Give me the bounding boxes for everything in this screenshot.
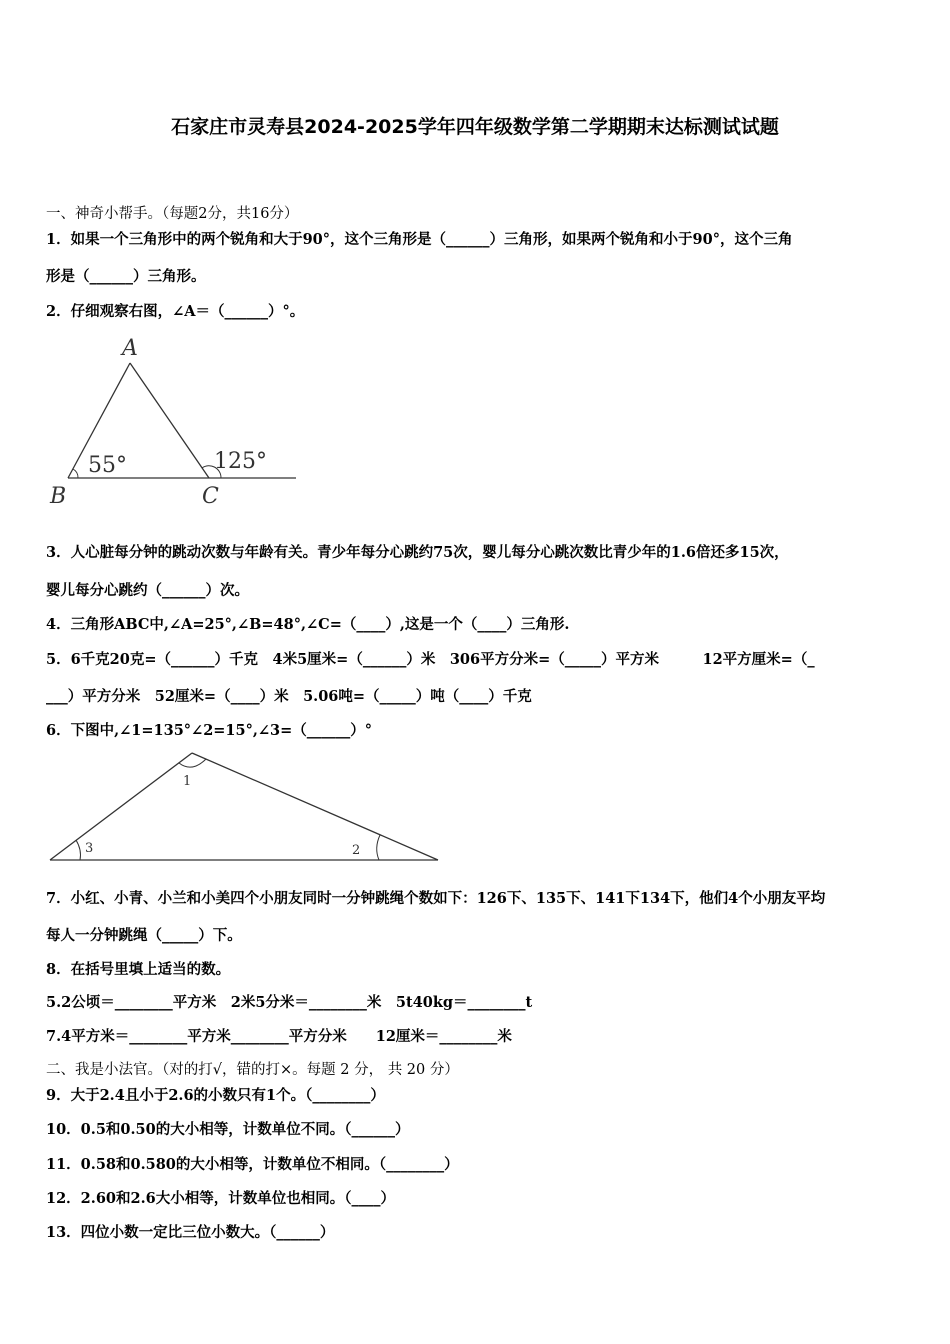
question-3-line-1: 3．人心脏每分钟的跳动次数与年龄有关。青少年每分心跳约75次，婴儿每分心跳次数比青少年的1.6倍还多15次， bbox=[46, 544, 789, 561]
question-5-line-1: 5．6千克20克=（______）千克 4米5厘米=（______）米 306平方分米=（_____）平方米 12平方厘米=（_ bbox=[46, 651, 815, 668]
triangle-angles-figure bbox=[46, 748, 446, 868]
question-1-line-2: 形是（______）三角形。 bbox=[46, 268, 206, 285]
question-3-line-2: 婴儿每分心跳约（______）次。 bbox=[46, 582, 249, 599]
triangle-abc-figure bbox=[46, 330, 306, 512]
question-11: 11．0.58和0.580的大小相等，计数单位不相同。（________） bbox=[46, 1156, 459, 1173]
question-8: 8．在括号里填上适当的数。 bbox=[46, 961, 231, 978]
question-13: 13．四位小数一定比三位小数大。（______） bbox=[46, 1224, 335, 1241]
question-2: 2．仔细观察右图，∠A＝（______）°。 bbox=[46, 303, 305, 320]
angle-exterior-label: 125° bbox=[214, 449, 267, 474]
question-4: 4．三角形ABC中,∠A=25°,∠B=48°,∠C=（____）,这是一个（____）三角形. bbox=[46, 616, 570, 633]
angle-b-label: 55° bbox=[88, 453, 127, 478]
section-2-heading: 二、我是小法官。（对的打√，错的打×。每题 2 分， 共 20 分） bbox=[46, 1062, 459, 1078]
angle-3-label: 3 bbox=[85, 841, 94, 856]
angle-2-label: 2 bbox=[352, 843, 361, 858]
question-6: 6．下图中,∠1=135°∠2=15°,∠3=（______）° bbox=[46, 722, 373, 739]
question-1-line-1: 1．如果一个三角形中的两个锐角和大于90°，这个三角形是（______）三角形，如果两个锐角和小于90°，这个三角 bbox=[46, 231, 793, 248]
question-7-line-1: 7．小红、小青、小兰和小美四个小朋友同时一分钟跳绳个数如下：126下、135下、141下134下，他们4个小朋友平均 bbox=[46, 890, 826, 907]
question-12: 12．2.60和2.6大小相等，计数单位也相同。（____） bbox=[46, 1190, 395, 1207]
label-b: B bbox=[50, 484, 67, 509]
question-5-line-2: ___）平方分米 52厘米=（____）米 5.06吨=（_____）吨（____）千克 bbox=[46, 688, 532, 705]
question-9: 9．大于2.4且小于2.6的小数只有1个。（________） bbox=[46, 1087, 385, 1104]
section-1-heading: 一、神奇小帮手。（每题2分，共16分） bbox=[46, 206, 299, 222]
label-a: A bbox=[122, 336, 138, 361]
question-10: 10．0.5和0.50的大小相等，计数单位不同。（______） bbox=[46, 1121, 410, 1138]
question-7-line-2: 每人一分钟跳绳（_____）下。 bbox=[46, 927, 242, 944]
question-8-row-2: 7.4平方米＝________平方米________平方分米 12厘米＝________米 bbox=[46, 1028, 512, 1045]
question-8-row-1: 5.2公顷＝________平方米 2米5分米＝________米 5t40kg＝________t bbox=[46, 994, 533, 1011]
angle-1-label: 1 bbox=[183, 774, 192, 789]
page-title: 石家庄市灵寿县2024-2025学年四年级数学第二学期期末达标测试试题 bbox=[171, 116, 779, 138]
label-c: C bbox=[202, 484, 219, 509]
